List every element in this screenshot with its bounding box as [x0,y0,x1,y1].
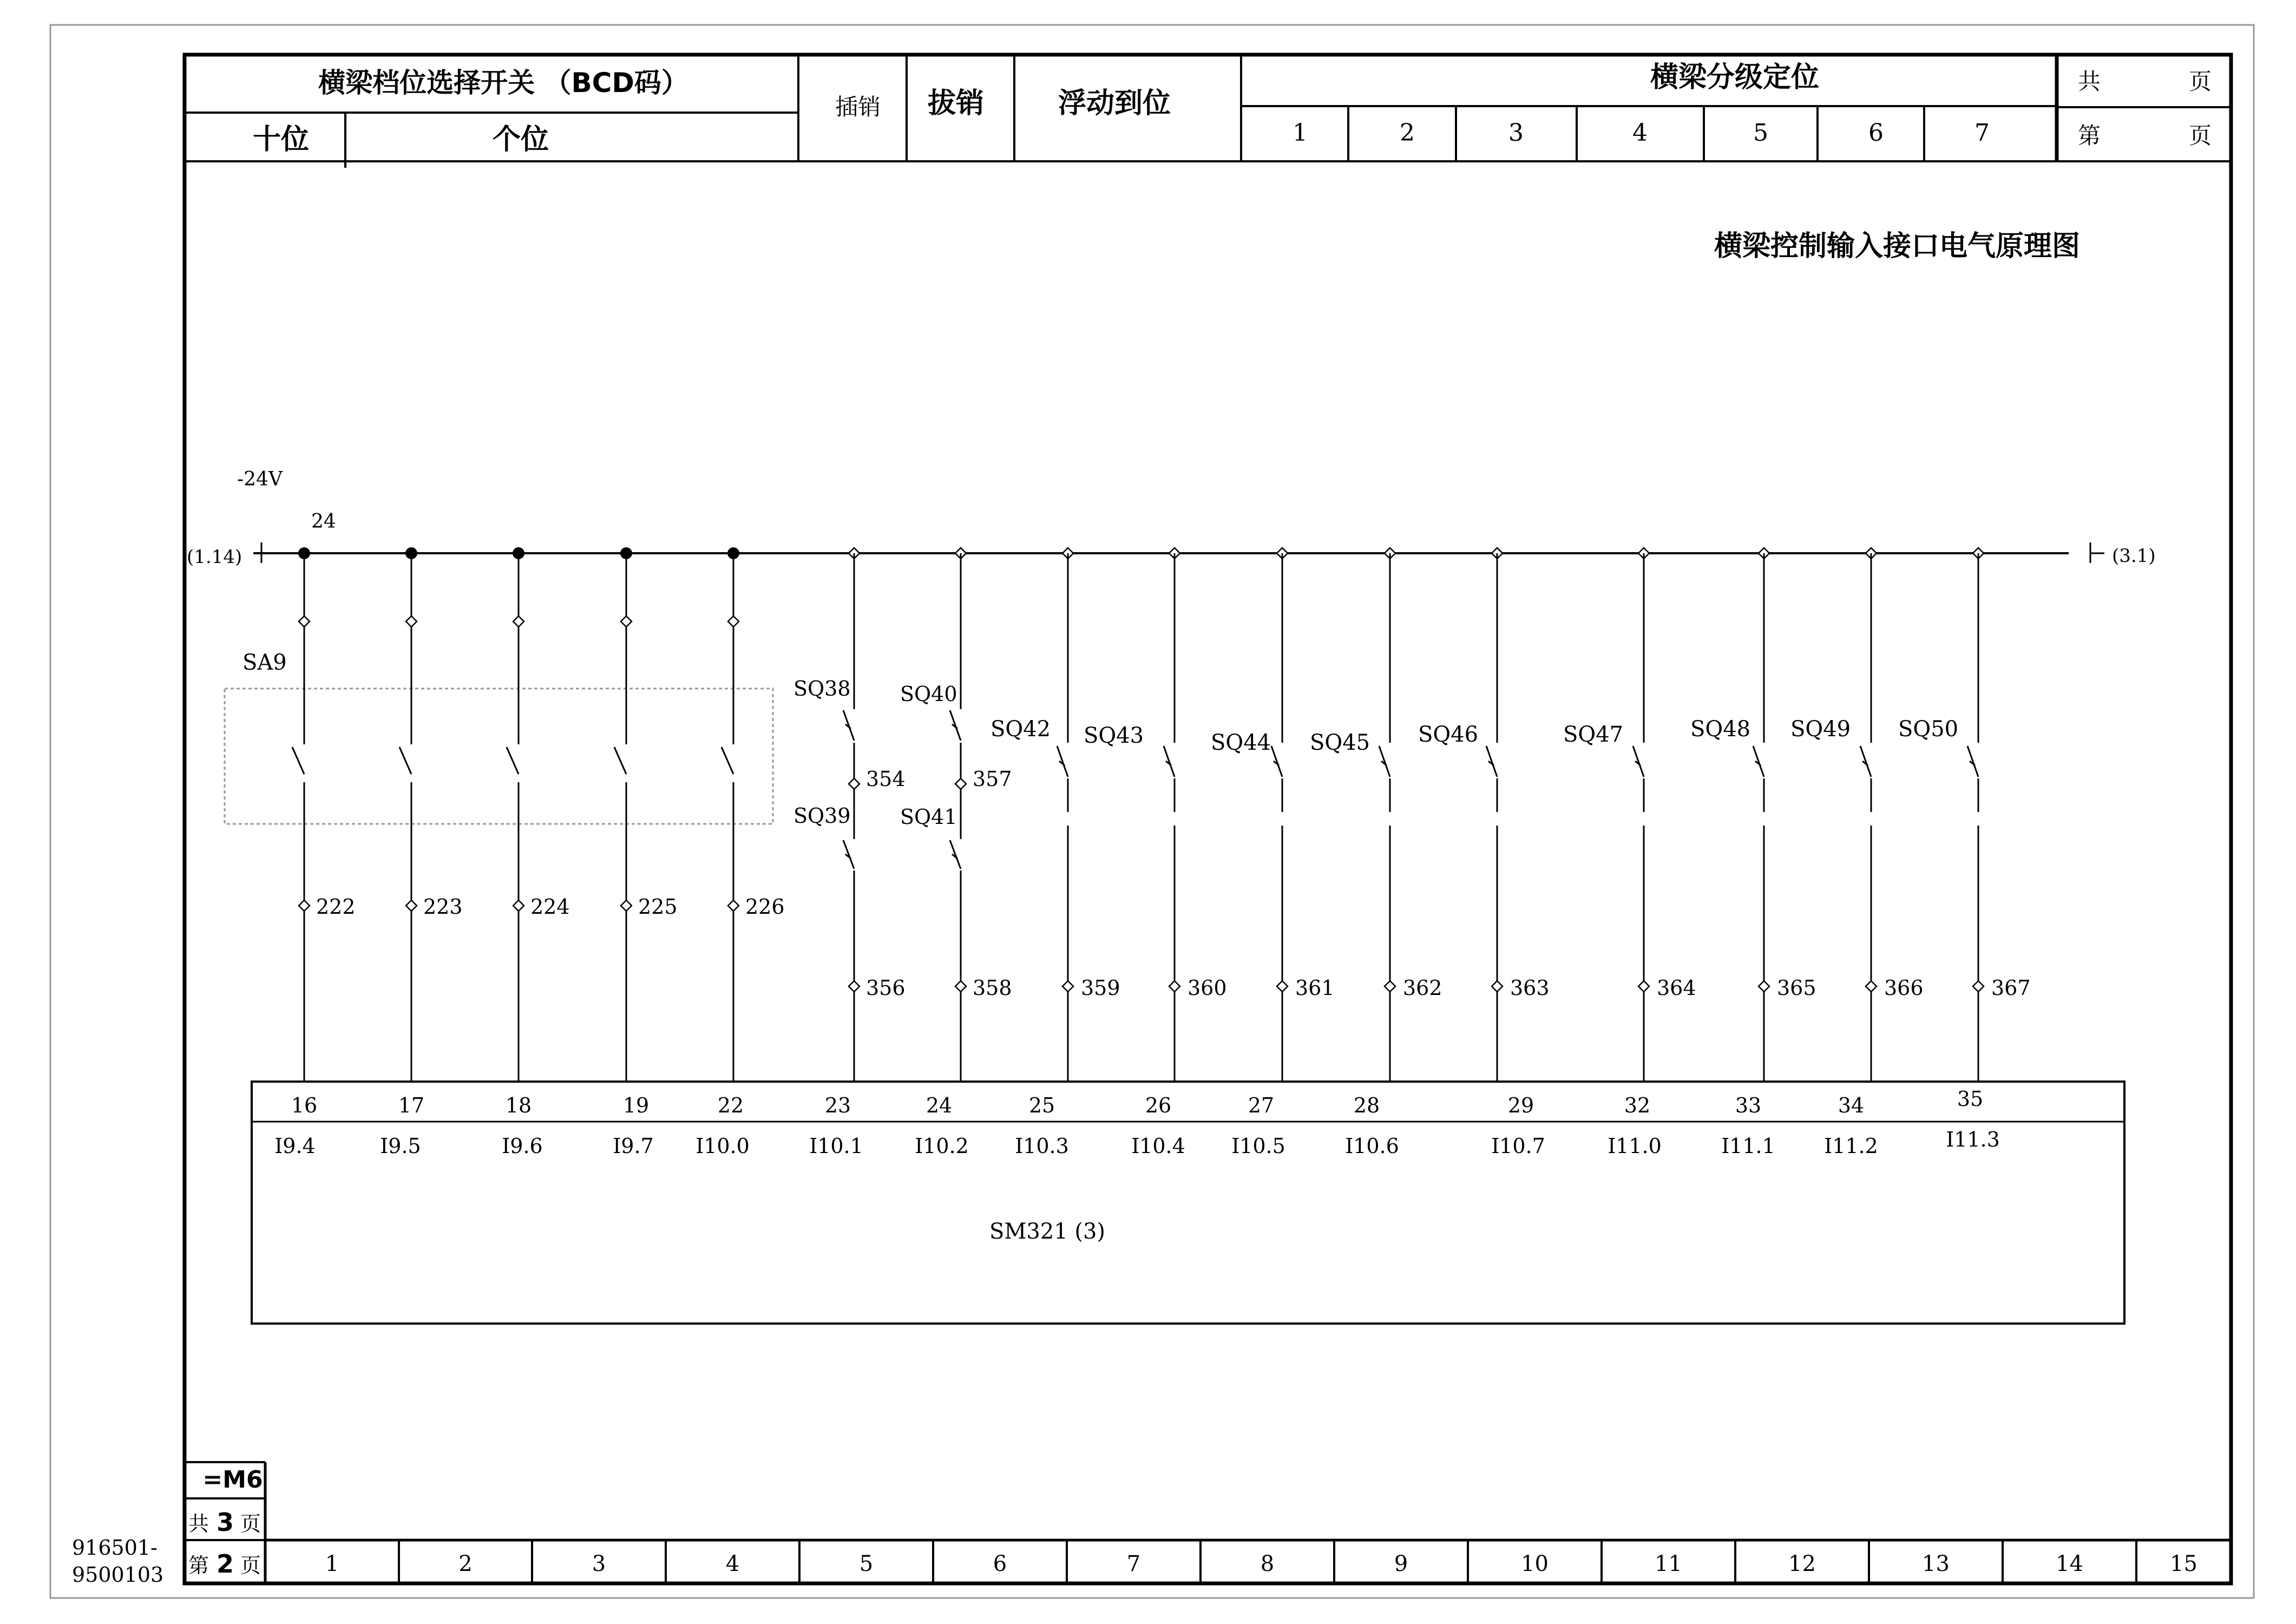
address-34: I11.2 [1824,1134,1878,1158]
column-number-7: 7 [1126,1551,1141,1576]
single-branch-sq49-switch-blade [1860,746,1871,777]
single-branch-sq44-label: SQ44 [1211,730,1271,755]
column-number-13: 13 [1922,1551,1950,1576]
terminal-28: 28 [1353,1093,1380,1117]
float-in-place-header: 浮动到位 [1058,87,1171,120]
positioning-header: 横梁分级定位 [1650,61,1820,94]
single-branch-sq49-wire-marker [1866,981,1877,992]
terminal-32: 32 [1624,1093,1651,1117]
supply-wire-number: 24 [311,510,336,533]
terminal-29: 29 [1507,1093,1534,1117]
single-branch-sq50-switch-blade [1967,746,1978,777]
sa9-branch-2-wire-marker [406,900,417,911]
column-numbers [325,1551,2197,1576]
page-number-value: 2 [216,1549,234,1579]
column-number-9: 9 [1394,1551,1408,1576]
single-branch-sq42-label: SQ42 [990,717,1051,742]
terminal-24: 24 [926,1093,953,1117]
address-29: I10.7 [1491,1134,1545,1158]
sa9-branch-5-wire-number: 226 [745,895,785,919]
tens-header: 十位 [252,123,310,156]
terminal-34: 34 [1838,1093,1865,1117]
terminal-26: 26 [1145,1093,1172,1117]
positioning-column-1: 1 [1293,119,1308,147]
sa9-branch-3-switch-blade [507,747,519,774]
terminal-18: 18 [505,1093,532,1117]
series-branch-2-upper-blade [950,710,961,741]
terminal-19: 19 [622,1093,650,1117]
address-23: I10.1 [809,1134,863,1158]
sheet-unit: 页 [2188,122,2212,149]
positioning-column-6: 6 [1868,119,1884,147]
terminal-22: 22 [717,1093,744,1117]
sa9-branch-4-wire-number: 225 [638,895,678,919]
total-pages-prefix: 共 [188,1512,209,1536]
terminal-27: 27 [1248,1093,1275,1117]
sa9-branch-4-switch-blade [614,747,626,774]
series-branch-1-upper-blade [843,710,854,741]
drawing-frame [185,55,2231,1583]
column-number-8: 8 [1260,1551,1275,1576]
series-branch-2-lower-label: SQ41 [900,805,957,829]
address-24: I10.2 [915,1134,969,1158]
single-branch-sq47-label: SQ47 [1563,722,1624,747]
terminal-23: 23 [824,1093,851,1117]
positioning-columns [1293,119,1990,147]
address-33: I11.1 [1721,1134,1775,1158]
series-branch-1-wire-marker [849,981,860,992]
column-number-12: 12 [1788,1551,1816,1576]
positioning-column-2: 2 [1400,119,1415,147]
single-branch-sq50-wire-marker [1973,981,1984,992]
single-branch-sq47-wire-number: 364 [1657,976,1696,1000]
series-branch-2-wire-number: 358 [973,976,1012,1000]
single-branch-sq45-switch-blade [1379,746,1390,777]
terminal-25: 25 [1028,1093,1055,1117]
series-branch-1-wire-number: 356 [866,976,906,1000]
sheet-label: 第 [2077,122,2101,149]
single-branch-sq48-label: SQ48 [1690,717,1751,742]
sa9-group-box [225,689,773,824]
sa9-branch-1-wire-number: 222 [316,895,356,919]
single-branch-sq42-wire-marker [1062,981,1073,992]
address-17: I9.5 [380,1134,421,1158]
address-26: I10.4 [1131,1134,1185,1158]
ones-header: 个位 [492,123,549,156]
single-branch-sq49-wire-number: 366 [1884,976,1924,1000]
address-18: I9.6 [502,1134,543,1158]
single-branch-sq47-wire-marker [1638,981,1649,992]
input-branches [274,547,2030,1158]
drawing-number-line1: 916501- [72,1536,158,1560]
single-branch-sq48-switch-blade [1753,746,1764,777]
terminal-35: 35 [1957,1087,1984,1111]
single-branch-sq44-wire-marker [1277,981,1288,992]
positioning-column-7: 7 [1974,119,1990,147]
terminal-17: 17 [398,1093,425,1117]
single-branch-sq50-label: SQ50 [1898,717,1959,742]
sm321-module-box [252,1082,2124,1324]
single-branch-sq48-wire-marker [1759,981,1769,992]
single-branch-sq44-wire-number: 361 [1295,976,1335,1000]
sa9-branch-5-wire-marker [728,900,739,911]
series-branch-1-upper-label: SQ38 [793,677,851,700]
sa9-branch-2-upper-terminal [406,616,417,627]
positioning-column-5: 5 [1753,119,1768,147]
column-number-10: 10 [1521,1551,1549,1576]
column-number-15: 15 [2170,1551,2197,1576]
sa9-branch-3-upper-terminal [513,616,524,627]
positioning-column-4: 4 [1632,119,1648,147]
address-16: I9.4 [274,1134,316,1158]
address-35: I11.3 [1946,1128,2000,1151]
series-branch-1-mid-marker [849,778,860,789]
single-branch-sq46-wire-number: 363 [1510,976,1550,1000]
single-branch-sq45-label: SQ45 [1310,730,1370,755]
column-number-6: 6 [993,1551,1007,1576]
single-branch-sq43-wire-marker [1169,981,1180,992]
series-branch-2-mid-wire-number: 357 [973,767,1012,791]
single-branch-sq44-switch-blade [1271,746,1282,777]
address-25: I10.3 [1015,1134,1069,1158]
station-code: =M6 [202,1466,263,1494]
single-branch-sq45-wire-number: 362 [1403,976,1442,1000]
column-number-3: 3 [592,1551,606,1576]
sa9-branch-4-wire-marker [621,900,632,911]
single-branch-sq46-wire-marker [1492,981,1503,992]
header-texts [253,61,2212,156]
sa9-branch-1-wire-marker [299,900,310,911]
sa9-label: SA9 [242,650,287,675]
single-branch-sq42-wire-number: 359 [1081,976,1120,1000]
column-number-14: 14 [2056,1551,2083,1576]
address-22: I10.0 [696,1134,750,1158]
page-prefix: 第 [188,1554,209,1577]
total-pages-unit: 页 [2188,68,2212,95]
sa9-branch-3-wire-marker [513,900,524,911]
single-branch-sq47-switch-blade [1633,746,1644,777]
address-28: I10.6 [1345,1134,1399,1158]
total-pages-suffix: 页 [240,1512,261,1536]
series-branch-2-mid-marker [955,778,966,789]
column-number-1: 1 [325,1551,339,1576]
single-branch-sq46-label: SQ46 [1418,722,1479,747]
terminal-33: 33 [1735,1093,1762,1117]
series-branch-1-lower-blade [843,840,854,869]
series-branch-2-lower-blade [950,840,961,869]
bcd-switch-title: 横梁档位选择开关 （BCD码） [318,67,688,99]
positioning-column-3: 3 [1508,119,1524,147]
cross-ref-left: (1.14) [187,546,242,568]
sm321-module-name: SM321 (3) [989,1219,1106,1244]
drawing-title: 横梁控制输入接口电气原理图 [1714,230,2081,263]
column-number-4: 4 [725,1551,740,1576]
address-27: I10.5 [1231,1134,1285,1158]
cross-ref-right: (3.1) [2112,545,2156,567]
sm321-module [252,1082,2124,1324]
supply-voltage: -24V [237,468,283,490]
address-19: I9.7 [613,1134,654,1158]
series-branch-2-wire-marker [955,981,966,992]
single-branch-sq46-switch-blade [1486,746,1497,777]
column-number-11: 11 [1655,1551,1682,1576]
sa9-branch-3-wire-number: 224 [530,895,570,919]
column-number-5: 5 [859,1551,874,1576]
single-branch-sq43-wire-number: 360 [1188,976,1227,1000]
page-suffix: 页 [240,1554,261,1577]
series-branch-1-lower-label: SQ39 [793,804,851,828]
title-block [72,1466,2197,1587]
sa9-branch-2-switch-blade [399,747,411,774]
sa9-branch-5-upper-terminal [728,616,739,627]
series-branch-2-upper-label: SQ40 [900,682,957,706]
sa9-branch-1-upper-terminal [299,616,310,627]
single-branch-sq43-label: SQ43 [1084,723,1144,748]
pull-pin-header: 拔销 [927,87,985,120]
series-branch-1-mid-wire-number: 354 [866,767,906,791]
insert-pin-header: 插销 [835,94,881,120]
sa9-branch-1-switch-blade [292,747,304,774]
single-branch-sq42-switch-blade [1057,746,1068,777]
column-number-2: 2 [458,1551,473,1576]
sa9-branch-5-switch-blade [721,747,733,774]
sa9-branch-4-upper-terminal [621,616,632,627]
terminal-16: 16 [291,1093,318,1117]
sa9-branch-2-wire-number: 223 [423,895,463,919]
drawing-number-line2: 9500103 [72,1563,164,1587]
single-branch-sq43-switch-blade [1164,746,1175,777]
total-pages-label: 共 [2077,68,2101,95]
single-branch-sq48-wire-number: 365 [1777,976,1816,1000]
total-pages-value: 3 [216,1508,234,1537]
single-branch-sq50-wire-number: 367 [1991,976,2031,1000]
address-32: I11.0 [1608,1134,1662,1158]
single-branch-sq45-wire-marker [1385,981,1395,992]
single-branch-sq49-label: SQ49 [1790,717,1851,742]
